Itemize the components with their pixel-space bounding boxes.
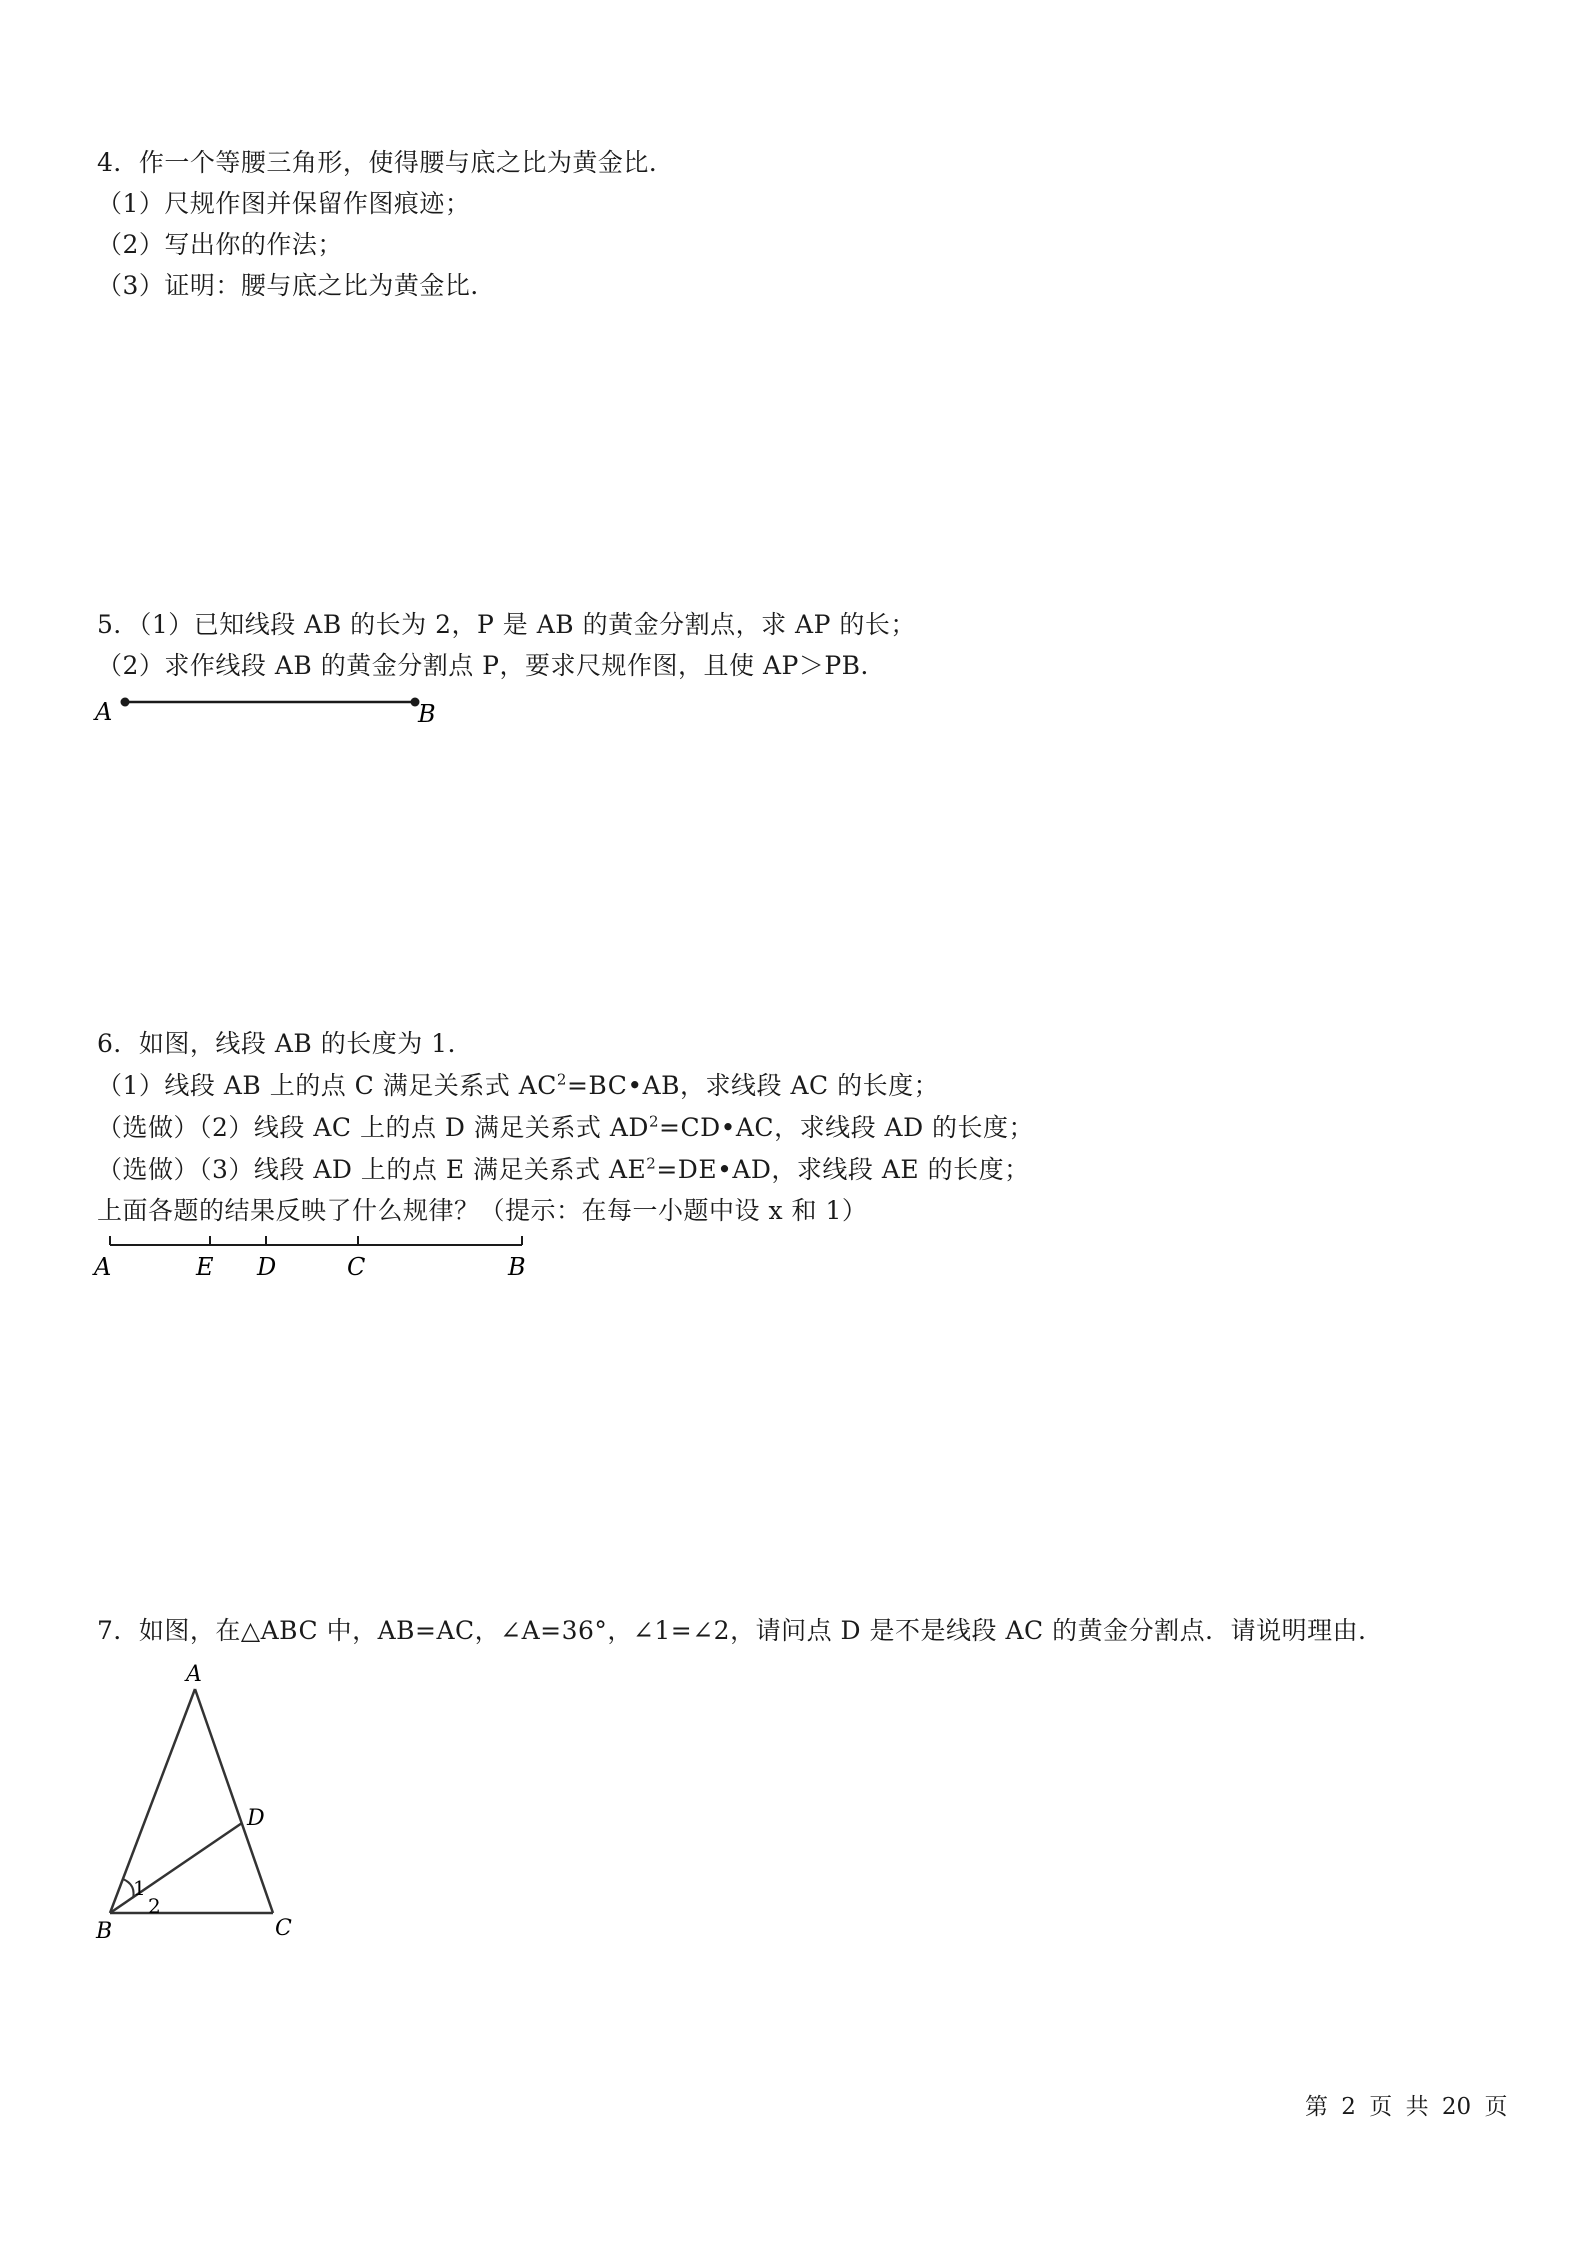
label-a: A <box>94 1253 112 1281</box>
label-b: B <box>508 1253 526 1281</box>
label-d: D <box>247 1806 265 1831</box>
q4-stem: 4．作一个等腰三角形，使得腰与底之比为黄金比． <box>97 148 675 177</box>
q5-part-2: （2）求作线段 AB 的黄金分割点 P，要求尺规作图，且使 AP＞PB． <box>97 651 887 680</box>
q4-part-1: （1）尺规作图并保留作图痕迹； <box>97 189 471 218</box>
q5-segment-figure <box>90 685 450 735</box>
q6-part-3: （选做）（3）线段 AD 上的点 E 满足关系式 $AE^2=DE•AD$，求线段 AE 的长度； <box>97 1154 1030 1184</box>
label-d: D <box>257 1253 277 1281</box>
q7-triangle-figure <box>90 1655 320 1945</box>
q4-part-2: （2）写出你的作法； <box>97 230 343 259</box>
label-c: C <box>275 1916 292 1941</box>
q6-part-1: （1）线段 AB 上的点 C 满足关系式 $AC^2=BC•AB$，求线段 AC 的长度； <box>97 1070 940 1100</box>
label-b: B <box>418 700 436 728</box>
label-c: C <box>347 1253 366 1281</box>
label-a: A <box>95 698 113 726</box>
label-angle-2: 2 <box>148 1894 161 1918</box>
q5-stem: 5．（1）已知线段 AB 的长为 2，P 是 AB 的黄金分割点，求 AP 的长； <box>97 610 916 639</box>
label-b: B <box>96 1919 113 1944</box>
label-e: E <box>196 1253 214 1281</box>
q4-part-3: （3）证明：腰与底之比为黄金比． <box>97 271 496 300</box>
point-a-dot <box>121 698 130 707</box>
segment-bd <box>110 1823 242 1913</box>
q6-hint: 上面各题的结果反映了什么规律？（提示：在每一小题中设 x 和 1） <box>97 1196 868 1225</box>
angle-1-arc <box>123 1879 134 1898</box>
side-ab <box>110 1689 195 1913</box>
q7-stem: 7．如图，在△ABC 中，AB=AC，∠A=36°，∠1=∠2，请问点 D 是不是线段 AC 的黄金分割点．请说明理由． <box>97 1616 1384 1645</box>
page-number: 第 2 页 共 20 页 <box>1305 2094 1508 2120</box>
q6-segment-figure <box>90 1230 550 1285</box>
label-a: A <box>186 1662 202 1687</box>
q6-stem: 6．如图，线段 AB 的长度为 1． <box>97 1029 474 1058</box>
side-ac <box>195 1689 273 1913</box>
q6-part-2: （选做）（2）线段 AC 上的点 D 满足关系式 $AD^2=CD•AC$，求线段 AD 的长度； <box>97 1112 1035 1142</box>
label-angle-1: 1 <box>133 1876 146 1900</box>
